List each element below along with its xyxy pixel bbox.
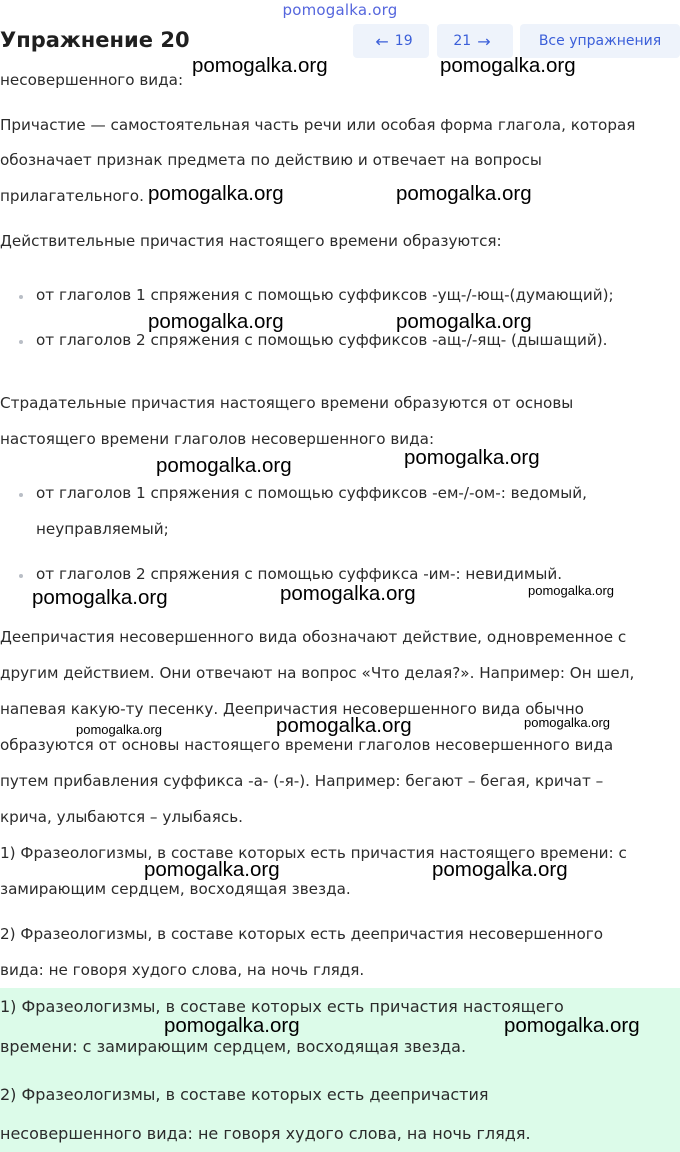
exercise-header [0, 24, 680, 60]
watermark-text: pomogalka.org [148, 182, 284, 205]
page-title: Упражнение 20 [0, 28, 190, 52]
arrow-left-icon: ← [375, 31, 389, 51]
watermark-text: pomogalka.org [504, 1014, 640, 1037]
bullet-icon [19, 340, 23, 344]
watermark-text: pomogalka.org [440, 54, 576, 77]
watermark-text: pomogalka.org [156, 454, 292, 477]
bullet-icon [19, 493, 23, 497]
list-item: от глаголов 2 спряжения с помощью суффикса -им-: невидимый. [36, 565, 563, 583]
text-line: путем прибавления суффикса -а- (-я-). Например: бегают – бегая, кричат – [0, 772, 604, 790]
text-line: крича, улыбаются – улыбаясь. [0, 808, 243, 826]
list-item: от глаголов 1 спряжения с помощью суффиксов -ем-/-ом-: ведомый, [36, 484, 587, 502]
text-line: несовершенного вида: [0, 71, 184, 89]
text-line: настоящего времени глаголов несовершенного вида: [0, 430, 435, 448]
answer-line: 1) Фразеологизмы, в составе которых есть причастия настоящего [0, 997, 564, 1016]
watermark-text: pomogalka.org [396, 310, 532, 333]
bullet-icon [19, 295, 23, 299]
text-line: замирающим сердцем, восходящая звезда. [0, 880, 351, 898]
watermark-text: pomogalka.org [396, 182, 532, 205]
answer-line: несовершенного вида: не говоря худого слова, на ночь глядя. [0, 1124, 531, 1143]
text-line: прилагательного. [0, 187, 144, 205]
all-exercises-button[interactable] [520, 24, 680, 58]
list-item: от глаголов 1 спряжения с помощью суффиксов -ущ-/-ющ-(думающий); [36, 286, 614, 304]
list-item: от глаголов 2 спряжения с помощью суффиксов -ащ-/-ящ- (дышащий). [36, 331, 608, 349]
watermark-text: pomogalka.org [432, 858, 568, 881]
bullet-icon [19, 574, 23, 578]
watermark-text: pomogalka.org [76, 722, 162, 737]
text-line: Страдательные причастия настоящего времени образуются от основы [0, 394, 574, 412]
answer-line: 2) Фразеологизмы, в составе которых есть деепричастия [0, 1085, 489, 1104]
arrow-right-icon: → [477, 31, 491, 51]
text-line: 2) Фразеологизмы, в составе которых есть деепричастия несовершенного [0, 925, 604, 943]
watermark-text: pomogalka.org [192, 54, 328, 77]
text-line: напевая какую-ту песенку. Деепричастия несовершенного вида обычно [0, 700, 584, 718]
text-line: обозначает признак предмета по действию и отвечает на вопросы [0, 151, 542, 169]
text-line: Причастие — самостоятельная часть речи или особая форма глагола, которая [0, 116, 636, 134]
text-line: другим действием. Они отвечают на вопрос «Что делая?». Например: Он шел, [0, 664, 635, 682]
watermark-text: pomogalka.org [148, 310, 284, 333]
prev-exercise-button[interactable] [353, 24, 429, 58]
watermark-text: pomogalka.org [276, 714, 412, 737]
all-exercises-label: Все упражнения [538, 33, 662, 49]
next-exercise-label: 21 [453, 33, 472, 49]
text-line: вида: не говоря худого слова, на ночь глядя. [0, 961, 365, 979]
watermark-text: pomogalka.org [404, 446, 540, 469]
list-item-continuation: неуправляемый; [36, 520, 169, 538]
text-line: Деепричастия несовершенного вида обозначают действие, одновременное с [0, 628, 627, 646]
text-line: Действительные причастия настоящего времени образуются: [0, 232, 502, 250]
watermark-text: pomogalka.org [164, 1014, 300, 1037]
text-line: образуются от основы настоящего времени глаголов несовершенного вида [0, 736, 614, 754]
watermark-text: pomogalka.org [528, 583, 614, 598]
answer-line: времени: с замирающим сердцем, восходящая звезда. [0, 1037, 467, 1056]
watermark-text: pomogalka.org [144, 858, 280, 881]
watermark-text: pomogalka.org [280, 582, 416, 605]
top-watermark: pomogalka.org [282, 1, 398, 19]
watermark-text: pomogalka.org [32, 586, 168, 609]
watermark-text: pomogalka.org [524, 715, 610, 730]
prev-exercise-label: 19 [394, 33, 413, 49]
next-exercise-button[interactable] [437, 24, 513, 58]
text-line: 1) Фразеологизмы, в составе которых есть причастия настоящего времени: с [0, 844, 627, 862]
